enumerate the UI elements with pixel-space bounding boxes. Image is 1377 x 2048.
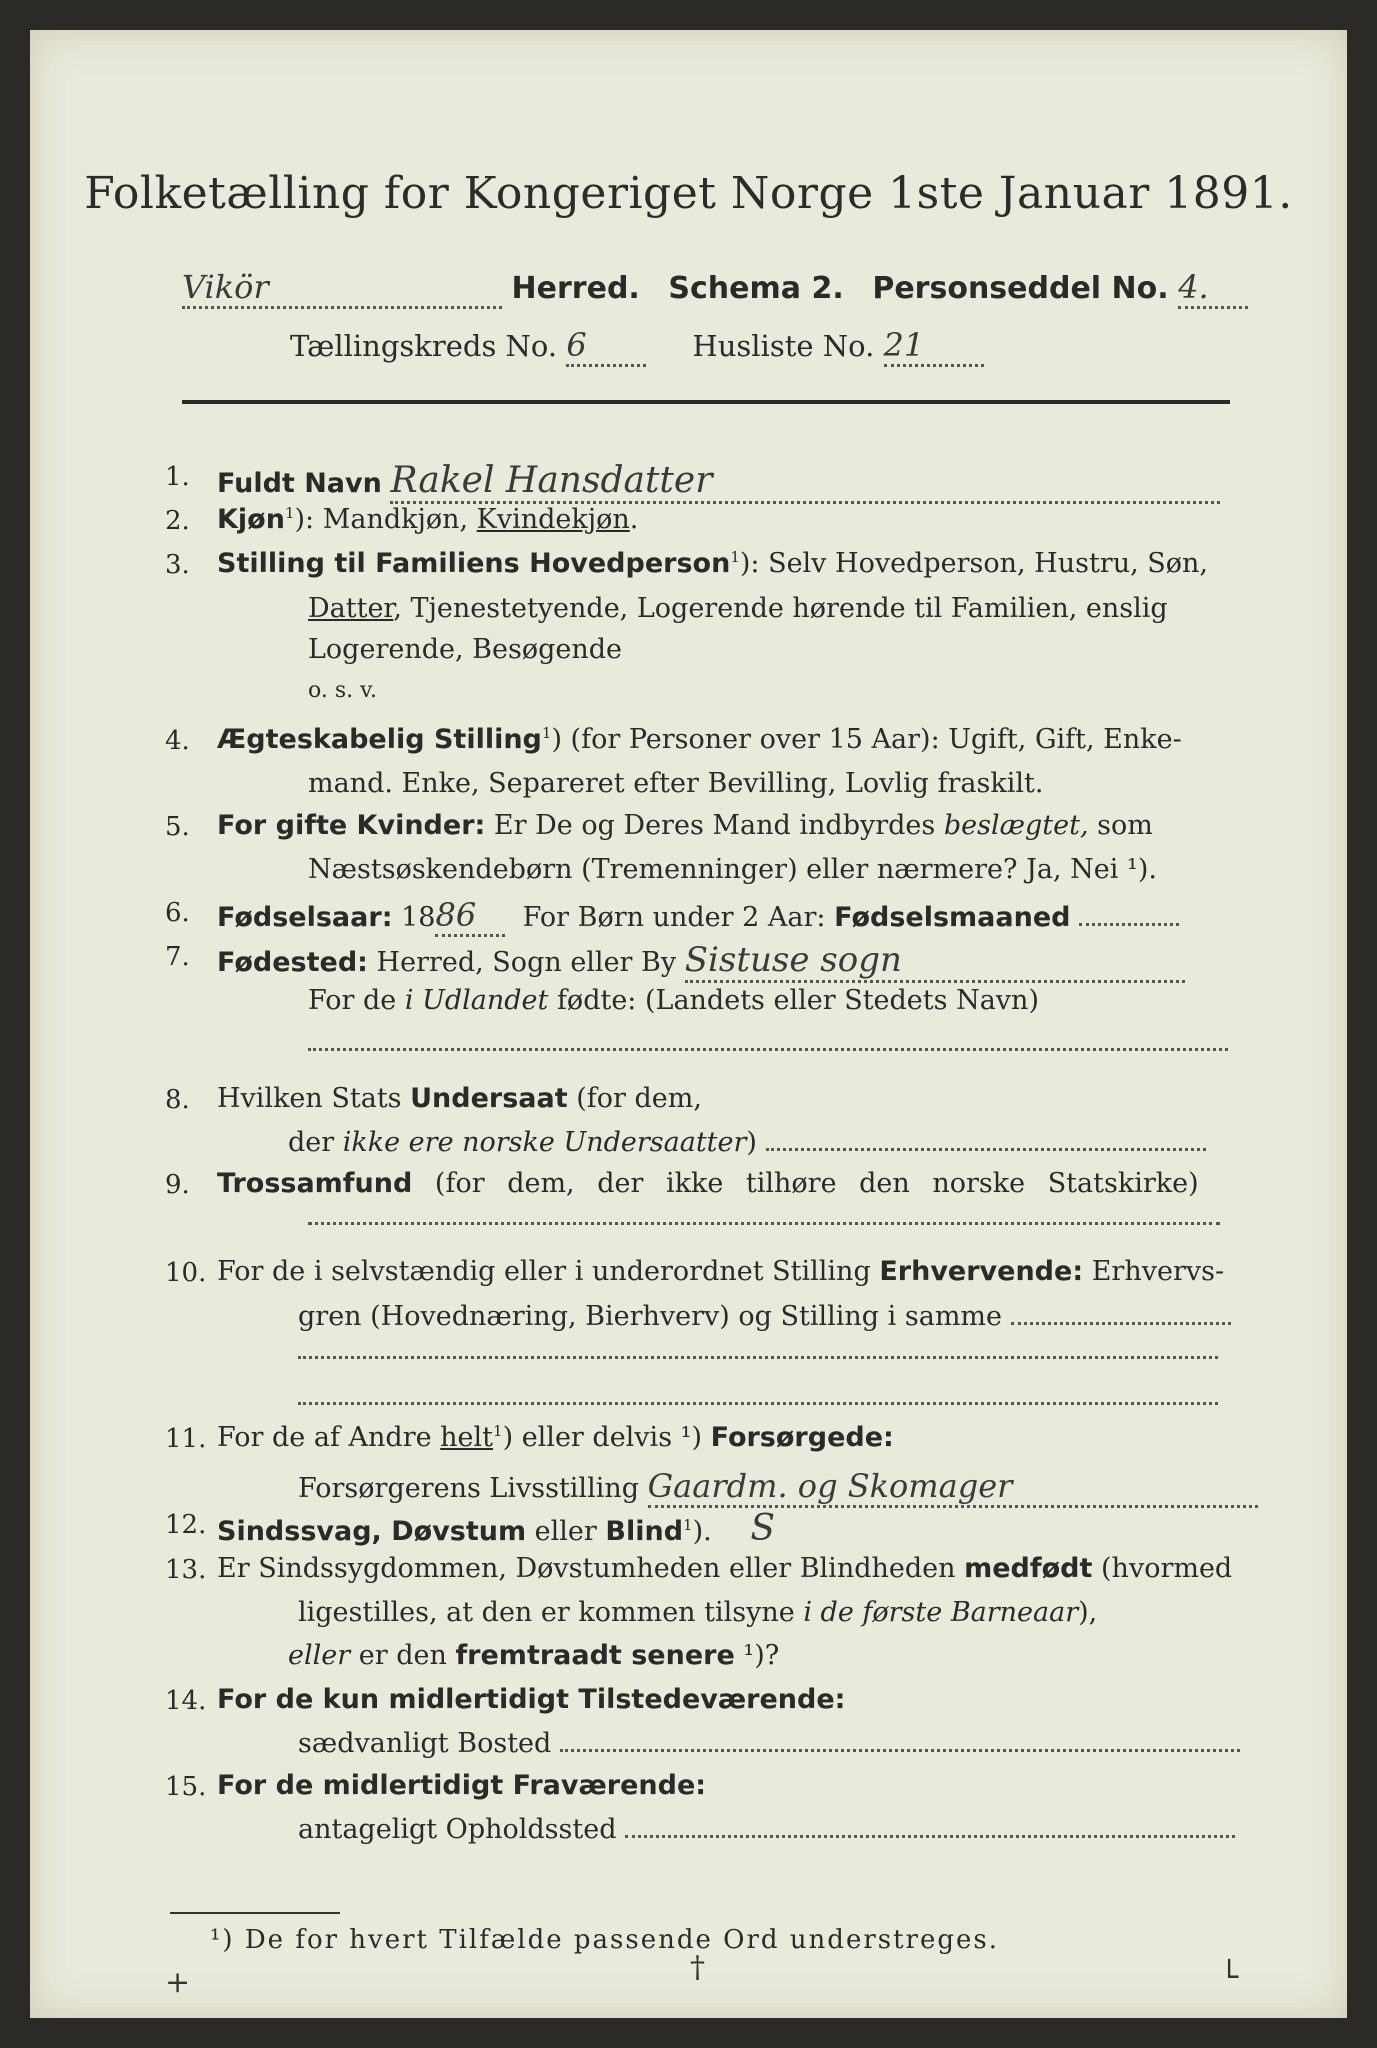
item-4-line-1 bbox=[217, 724, 1182, 755]
item-7-number: 7. bbox=[165, 942, 190, 972]
item-5-line-2: Næstsøskendebørn (Tremenninger) eller nærmere? Ja, Nei ¹). bbox=[308, 854, 1157, 885]
item-12-text: eller bbox=[526, 1516, 606, 1547]
item-9-number: 9. bbox=[165, 1170, 190, 1200]
personseddel-value: 4. bbox=[1178, 268, 1248, 309]
item-6-number: 6. bbox=[165, 898, 190, 928]
item-6-label: Fødselsaar: bbox=[217, 902, 393, 933]
support-full-selected: helt bbox=[440, 1422, 494, 1453]
herred-value: Vikör bbox=[182, 268, 502, 309]
item-6-label-2: Fødselsmaaned bbox=[834, 902, 1071, 933]
item-8-text-2b: ) bbox=[746, 1127, 757, 1158]
item-12 bbox=[217, 1508, 775, 1549]
birthplace-field: Sistuse sogn bbox=[685, 940, 1185, 983]
item-6 bbox=[217, 896, 1179, 937]
birth-year-field: 86 bbox=[435, 896, 505, 937]
item-9 bbox=[217, 1168, 1199, 1199]
item-4-number: 4. bbox=[165, 726, 190, 756]
item-8-line-2 bbox=[288, 1127, 1206, 1158]
birth-year-prefix: 18 bbox=[401, 902, 436, 933]
item-12-label: Sindssvag, Døvstum bbox=[217, 1516, 527, 1547]
item-3-line-4: o. s. v. bbox=[308, 678, 377, 703]
disability-mark: S bbox=[750, 1508, 775, 1549]
item-14-number: 14. bbox=[165, 1686, 207, 1716]
item-2 bbox=[217, 504, 638, 535]
item-11-text-2: ) eller delvis ¹) bbox=[502, 1422, 702, 1453]
item-11-footnote-ref: 1 bbox=[493, 1422, 503, 1440]
husliste-value: 21 bbox=[884, 326, 984, 367]
item-2-label: Kjøn bbox=[217, 504, 285, 535]
kreds-line bbox=[290, 326, 984, 367]
occupation-field-3 bbox=[298, 1402, 1218, 1405]
footnote: ¹) De for hvert Tilfælde passende Ord understreges. bbox=[210, 1925, 1000, 1955]
item-11-text-3: Forsørgerens Livsstilling bbox=[298, 1473, 640, 1504]
item-6-text: For Børn under 2 Aar: bbox=[522, 902, 826, 933]
item-1 bbox=[217, 460, 1220, 504]
item-13-italic: i de første Barneaar bbox=[803, 1597, 1079, 1628]
item-3-line-3: Logerende, Besøgende bbox=[308, 634, 622, 665]
item-2-number: 2. bbox=[165, 506, 190, 536]
item-13-line-1 bbox=[217, 1553, 1232, 1584]
item-3-number: 3. bbox=[165, 550, 190, 580]
item-7-label: Fødested: bbox=[217, 947, 368, 978]
item-7-text-2a: For de bbox=[308, 985, 405, 1016]
gender-selected: Kvindekjøn bbox=[476, 504, 630, 535]
occupation-field-1 bbox=[1011, 1322, 1231, 1325]
item-7-text: Herred, Sogn eller By bbox=[376, 947, 677, 978]
herred-line bbox=[182, 268, 1248, 309]
usual-residence-field bbox=[560, 1749, 1240, 1752]
form-title: Folketælling for Kongeriget Norge 1ste Januar 1891. bbox=[84, 168, 1293, 219]
item-13-number: 13. bbox=[165, 1555, 207, 1585]
item-8-text-2a: der bbox=[288, 1127, 343, 1158]
item-10-number: 10. bbox=[165, 1258, 207, 1288]
citizenship-field bbox=[766, 1148, 1206, 1151]
item-11-number: 11. bbox=[165, 1424, 207, 1454]
item-12-end: ). bbox=[692, 1516, 712, 1547]
item-7-text-2b: fødte: (Landets eller Stedets Navn) bbox=[548, 985, 1039, 1016]
item-10-text-3: gren (Hovednæring, Bierhverv) og Stilling i samme bbox=[298, 1301, 1003, 1332]
item-14-text: sædvanligt Bosted bbox=[298, 1728, 552, 1759]
item-15-number: 15. bbox=[165, 1772, 207, 1802]
item-7-italic: i Udlandet bbox=[404, 985, 549, 1016]
item-11-line-1 bbox=[217, 1422, 894, 1453]
item-4-line-2: mand. Enke, Separeret efter Bevilling, Lovlig fraskilt. bbox=[308, 768, 1044, 799]
item-13-label: medfødt bbox=[964, 1553, 1093, 1584]
full-name-field: Rakel Hansdatter bbox=[390, 460, 1220, 504]
occupation-field-2 bbox=[298, 1356, 1218, 1359]
item-14-line-1 bbox=[217, 1684, 845, 1715]
item-10-line-1 bbox=[217, 1256, 1224, 1287]
item-15-label: For de midlertidigt Fraværende: bbox=[217, 1770, 707, 1801]
item-3-line-1 bbox=[217, 548, 1208, 579]
kreds-label: Tællingskreds No. bbox=[290, 329, 558, 363]
item-7-line-1 bbox=[217, 940, 1185, 983]
item-2-end: . bbox=[629, 504, 639, 535]
item-14-label: For de kun midlertidigt Tilstedeværende: bbox=[217, 1684, 846, 1715]
item-5-number: 5. bbox=[165, 812, 190, 842]
family-position-selected: Datter bbox=[308, 593, 394, 624]
item-12-footnote-ref: 1 bbox=[683, 1516, 693, 1534]
item-4-label: Ægteskabelig Stilling bbox=[217, 724, 542, 755]
item-15-line-2 bbox=[298, 1814, 1235, 1845]
item-8-line-1 bbox=[217, 1083, 702, 1114]
item-5-label: For gifte Kvinder: bbox=[217, 810, 486, 841]
item-8-text-2: (for dem, bbox=[576, 1083, 702, 1114]
item-4-footnote-ref: 1 bbox=[541, 724, 552, 742]
item-14-line-2 bbox=[298, 1728, 1240, 1759]
item-13-text-2: (hvormed bbox=[1101, 1553, 1233, 1584]
item-11-line-2 bbox=[298, 1467, 1258, 1508]
item-8-number: 8. bbox=[165, 1085, 190, 1115]
schema-label: Schema 2. bbox=[668, 271, 844, 306]
item-3-line-2 bbox=[308, 593, 1168, 624]
item-4-text-1: ) (for Personer over 15 Aar): Ugift, Gift, Enke- bbox=[551, 724, 1182, 755]
item-8-label: Undersaat bbox=[410, 1083, 568, 1114]
item-13-italic-2: eller bbox=[288, 1640, 351, 1671]
item-1-label: Fuldt Navn bbox=[217, 468, 382, 499]
kreds-value: 6 bbox=[566, 326, 646, 367]
birth-month-field bbox=[1079, 923, 1179, 926]
item-8-text: Hvilken Stats bbox=[217, 1083, 402, 1114]
item-13-label-2: fremtraadt senere bbox=[455, 1640, 735, 1671]
husliste-label: Husliste No. bbox=[692, 329, 875, 363]
footnote-rule bbox=[170, 1912, 340, 1914]
item-13-text-6: ¹)? bbox=[734, 1640, 780, 1671]
item-3-footnote-ref: 1 bbox=[730, 548, 740, 566]
item-13-text-5: er den bbox=[350, 1640, 456, 1671]
item-10-text: For de i selvstændig eller i underordnet Stilling bbox=[217, 1256, 871, 1287]
item-11-label: Forsørgede: bbox=[710, 1422, 894, 1453]
item-15-line-1 bbox=[217, 1770, 706, 1801]
item-9-label: Trossamfund bbox=[217, 1168, 413, 1199]
item-12-label-2: Blind bbox=[605, 1516, 684, 1547]
item-13-text: Er Sindssygdommen, Døvstumheden eller Blindheden bbox=[217, 1553, 956, 1584]
item-5-italic: beslægtet, bbox=[943, 810, 1089, 841]
corner-mark-left-icon: + bbox=[165, 1965, 191, 2000]
item-13-line-2 bbox=[298, 1597, 1097, 1628]
item-9-text: (for dem, der ikke tilhøre den norske Statskirke) bbox=[434, 1168, 1199, 1199]
item-13-text-3: ligestilles, at den er kommen tilsyne bbox=[298, 1597, 804, 1628]
item-7-line-2 bbox=[308, 985, 1039, 1016]
item-10-text-2: Erhvervs- bbox=[1091, 1256, 1225, 1287]
item-10-line-2 bbox=[298, 1301, 1231, 1332]
item-8-italic: ikke ere norske Undersaatter bbox=[342, 1127, 747, 1158]
item-10-label: Erhvervende: bbox=[879, 1256, 1084, 1287]
center-mark-icon: † bbox=[690, 1950, 705, 1985]
census-form-sheet bbox=[30, 30, 1347, 2018]
item-5-end: som bbox=[1097, 810, 1153, 841]
religion-field bbox=[308, 1222, 1220, 1225]
item-12-number: 12. bbox=[165, 1510, 207, 1540]
probable-residence-field bbox=[625, 1835, 1235, 1838]
item-3-text-1: ): Selv Hovedperson, Hustru, Søn, bbox=[739, 548, 1208, 579]
item-2-text: ): Mandkjøn, bbox=[294, 504, 477, 535]
item-13-text-4: ), bbox=[1078, 1597, 1098, 1628]
herred-label: Herred. bbox=[511, 271, 640, 306]
personseddel-label: Personseddel No. bbox=[872, 271, 1169, 306]
item-13-line-3 bbox=[288, 1640, 779, 1671]
item-3-label: Stilling til Familiens Hovedperson bbox=[217, 548, 731, 579]
foreign-birthplace-field bbox=[308, 1048, 1228, 1051]
item-3-text-2: , Tjenestetyende, Logerende hørende til Familien, enslig bbox=[393, 593, 1168, 624]
item-2-footnote-ref: 1 bbox=[284, 504, 295, 522]
corner-mark-right-icon: └ bbox=[1220, 1960, 1239, 1995]
header-rule bbox=[182, 400, 1230, 404]
provider-occupation-field: Gaardm. og Skomager bbox=[648, 1467, 1258, 1508]
item-5-line-1 bbox=[217, 810, 1153, 841]
item-15-text: antageligt Opholdssted bbox=[298, 1814, 617, 1845]
item-5-text-1: Er De og Deres Mand indbyrdes bbox=[493, 810, 936, 841]
item-11-text: For de af Andre bbox=[217, 1422, 432, 1453]
item-1-number: 1. bbox=[165, 462, 190, 492]
